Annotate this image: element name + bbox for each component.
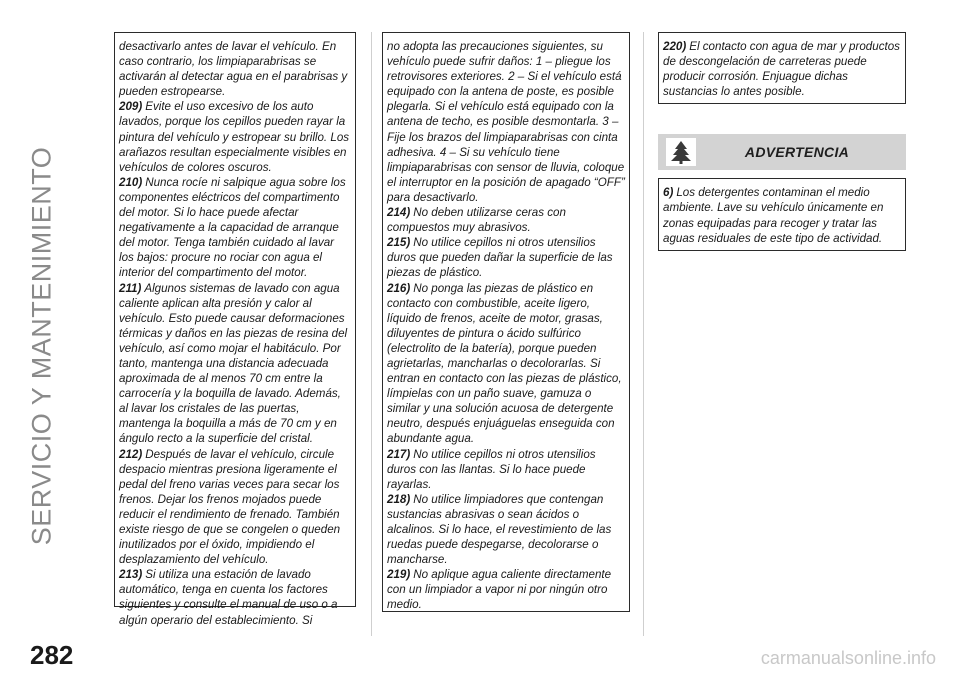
section-title: SERVICIO Y MANTENIMIENTO [26,146,57,546]
note-item [387,205,626,235]
note-number: 212) [119,447,143,461]
page-number: 282 [30,640,74,670]
note-text: No utilice limpiadores que contengan sustancias abrasivas o sean ácidos o alcalinos. Si lo hace, el revestimiento de las ruedas puede despegarse, decolorarse o mancharse. [387,492,612,567]
note-number: 214) [387,206,411,220]
note-item [119,281,352,447]
notes-box [114,32,356,627]
notes-box [382,32,630,612]
notes-box [658,32,906,104]
column-3 [658,32,906,251]
note-item [387,235,626,280]
column-1 [114,32,356,627]
note-item [387,567,626,612]
note-item [119,175,352,281]
warning-box [658,178,906,250]
note-text: Nunca rocíe ni salpique agua sobre los componentes eléctricos del compartimento del motor. Si lo hace puede afectar negativamente a la capacidad de arranque del motor. Tenga también cuidado al lavar los bajos: procure no rociar con agua el interior del compartimento del motor. [119,175,346,280]
note-number: 219) [387,568,411,582]
column-divider [643,32,644,636]
note-text: Evite el uso excesivo de los auto lavados, porque los cepillos pueden rayar la pintura del vehículo y estropear su brillo. Los arañazos resultan especialmente visibles en vehículos de colores oscuros. [119,100,350,174]
note-number: 213) [119,568,143,582]
note-item [119,99,352,174]
note-text: Si utiliza una estación de lavado automático, tenga en cuenta los factores siguientes y consulte el manual de uso o a algún operario del establecimiento. Si [119,568,338,627]
watermark: carmanualsonline.info [760,648,936,668]
note-text: No utilice cepillos ni otros utensilios duros que pueden dañar la superficie de las piezas de plástico. [387,236,613,280]
continued-text: no adopta las precauciones siguientes, su vehículo puede sufrir daños: 1 – pliegue los retrovisores exteriores. 2 – Si el vehículo está equipado con la antena de poste, es posible plegarla. Si el vehículo está equipado con la antena de techo, es posible desmontarla. 3 – Fije los brazos del limpiaparabrisas con cinta adhesiva. 4 – Si su vehículo tiene limpiaparabrisas con sensor de lluvia, coloque el interruptor en la posición de apagado “OFF” para desactivarlo. [387,40,625,204]
note-number: 217) [387,447,411,461]
note-text: No ponga las piezas de plástico en contacto con combustible, aceite ligero, líquido de frenos, aceite de motor, grasas, diluyentes de pintura o ácido sulfúrico (electrolito de la batería), porque pueden agrietarlas, mancharlas o decolorarlas. Si entran en contacto con las piezas de plástico, límpielas con un paño suave, gamuza o similar y una solución acuosa de detergente neutro, después enjuáguelas enseguida con abundante agua. [387,281,622,446]
warning-header [658,134,906,170]
note-item [119,447,352,568]
continued-text: desactivarlo antes de lavar el vehículo. En caso contrario, los limpiaparabrisas se activarán al detectar agua en el parabrisas y pueden estropearse. [119,40,348,99]
note-text: Los detergentes contaminan el medio ambiente. Lave su vehículo únicamente en zonas equipadas para recoger y tratar las aguas residuales de este tipo de actividad. [663,186,884,245]
column-2 [382,32,630,612]
note-item [387,447,626,492]
note-text: Después de lavar el vehículo, circule despacio mientras presiona ligeramente el pedal del freno varias veces para secar los frenos. Dejar los frenos mojados puede reducir el rendimiento de frenado. También existe riesgo de que se congelen o queden inutilizados por el óxido, impidiendo el desplazamiento del vehículo. [119,447,341,567]
note-item [663,39,902,99]
note-number: 209) [119,100,143,114]
note-number: 215) [387,236,411,250]
note-item [663,185,902,245]
note-number: 6) [663,186,674,200]
note-item [119,567,352,627]
note-text: El contacto con agua de mar y productos de descongelación de carreteras puede producir corrosión. Enjuague dichas sustancias lo antes posible. [663,40,900,99]
note-number: 220) [663,40,687,53]
tree-icon [666,138,696,166]
warning-title: ADVERTENCIA [744,143,850,160]
note-number: 218) [387,492,411,506]
note-text: Algunos sistemas de lavado con agua caliente aplican alta presión y calor al vehículo. Esto puede causar deformaciones térmicas y daños en las piezas de resina del vehículo, así como mojar el habitáculo. Por tanto, mantenga una distancia adecuada aproximada de al menos 70 cm entre la carrocería y la boquilla de lavado. Además, al lavar los cristales de las puertas, mantenga la boquilla a más de 70 cm y en ángulo recto a la superficie del cristal. [119,281,348,446]
note-number: 216) [387,281,411,295]
note-text: No utilice cepillos ni otros utensilios duros con las llantas. Si lo hace puede rayarlas. [387,447,596,491]
note-item [387,281,626,447]
note-text: No deben utilizarse ceras con compuestos muy abrasivos. [387,206,566,235]
note-number: 211) [119,281,142,295]
note-number: 210) [119,175,143,189]
note-text: No aplique agua caliente directamente con un limpiador a vapor ni por ningún otro medio. [387,568,612,612]
note-item [387,492,626,567]
column-divider [371,32,372,636]
